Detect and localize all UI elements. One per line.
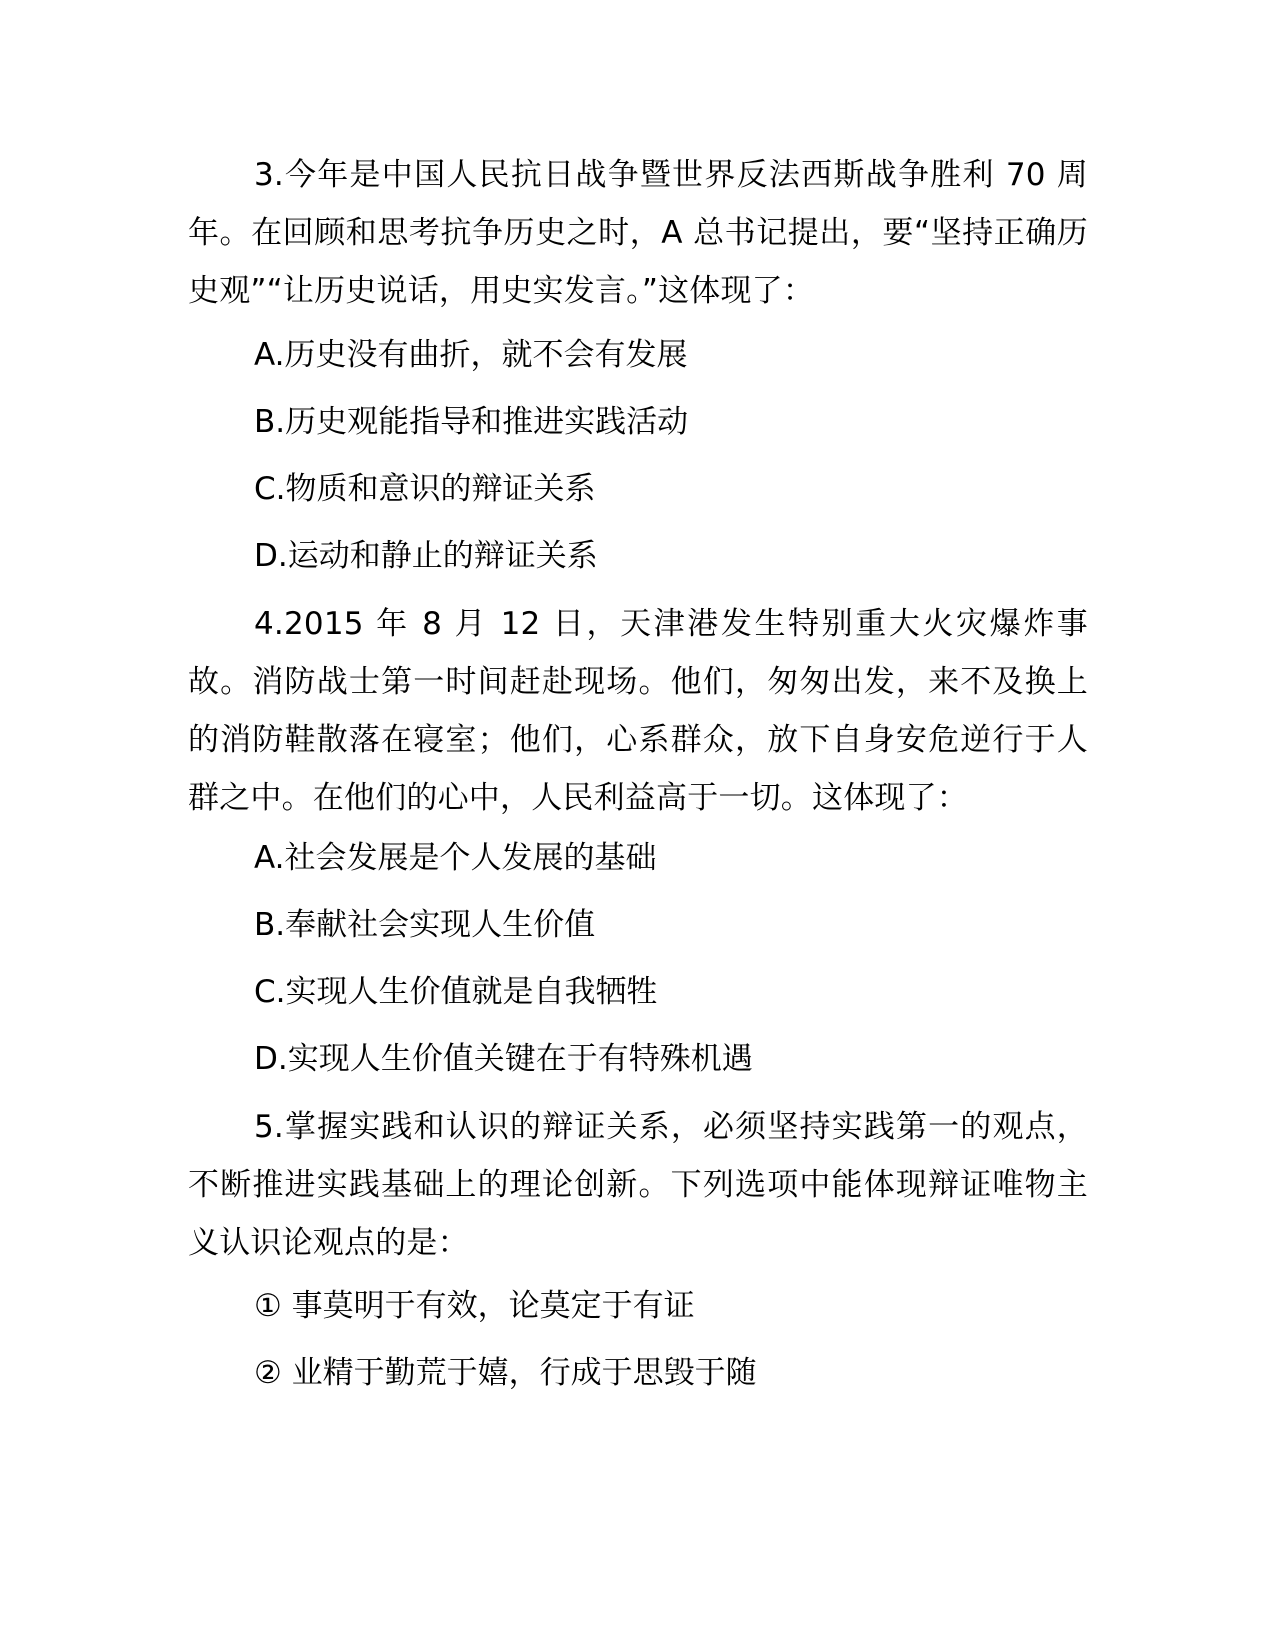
question-5-statement-1: ① 事莫明于有效，论莫定于有证 [254, 1288, 695, 1324]
question-3-option-c: C.物质和意识的辩证关系 [254, 471, 596, 507]
question-4-option-d: D.实现人生价值关键在于有特殊机遇 [254, 1041, 753, 1077]
question-3-option-b: B.历史观能指导和推进实践活动 [254, 404, 689, 440]
question-5-statement-2: ② 业精于勤荒于嬉，行成于思毁于随 [254, 1355, 757, 1391]
question-4-stem: 4.2015 年 8 月 12 日，天津港发生特别重大火灾爆炸事故。消防战士第一时间赶赴现场。他们，匆匆出发，来不及换上的消防鞋散落在寝室；他们，心系群众，放下自身安危逆行于人群之中。在他们的心中，人民利益高于一切。这体现了： [188, 606, 1088, 816]
question-3-stem: 3.今年是中国人民抗日战争暨世界反法西斯战争胜利 70 周年。在回顾和思考抗争历史之时，A 总书记提出，要“坚持正确历史观”“让历史说话，用史实发言。”这体现了： [188, 157, 1088, 309]
question-5-stem: 5.掌握实践和认识的辩证关系，必须坚持实践第一的观点，不断推进实践基础上的理论创新。下列选项中能体现辩证唯物主义认识论观点的是： [188, 1109, 1088, 1261]
question-4-option-b: B.奉献社会实现人生价值 [254, 907, 596, 943]
question-3-option-a: A.历史没有曲折，就不会有发展 [254, 337, 688, 373]
question-3-option-d: D.运动和静止的辩证关系 [254, 538, 598, 574]
question-4-option-c: C.实现人生价值就是自我牺牲 [254, 974, 658, 1010]
question-4-option-a: A.社会发展是个人发展的基础 [254, 840, 657, 876]
